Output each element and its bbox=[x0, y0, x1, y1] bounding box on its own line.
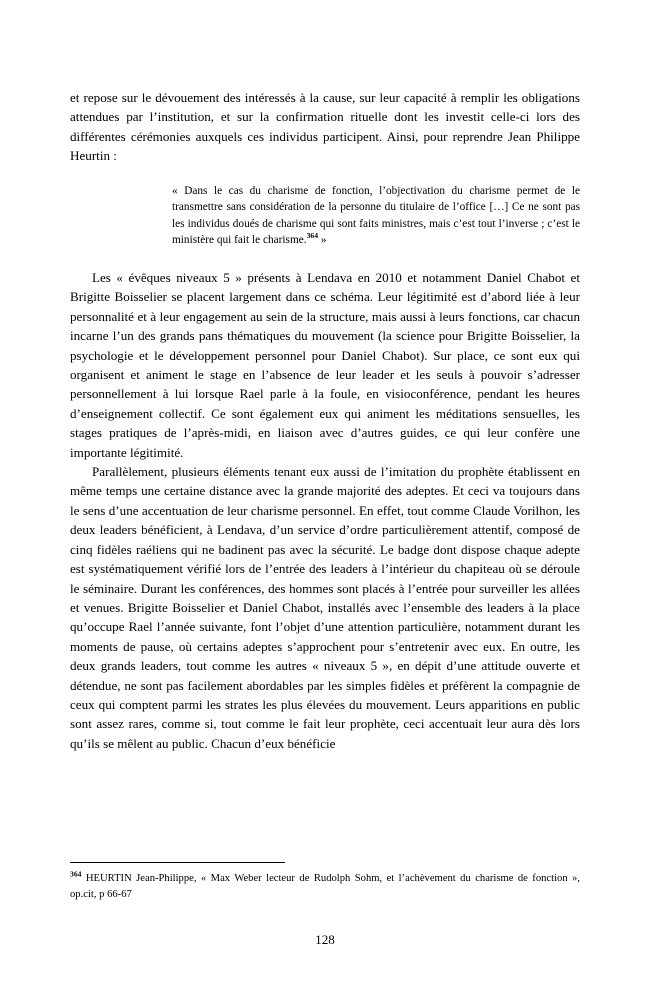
footnote-entry bbox=[70, 871, 580, 903]
quote-text: « Dans le cas du charisme de fonction, l’objectivation du charisme permet de le transmettre sans considération de la personne du titulaire de l’office […] Ce ne sont pas les individus doués de charisme qui sont faits ministres, mais c’est tout l’inverse ; c’est le ministère qui fait le charisme. bbox=[172, 184, 580, 247]
body-paragraph-1: et repose sur le dévouement des intéressés à la cause, sur leur capacité à remplir les obligations attendues par l’institution, et sur la confirmation rituelle dont les investit celle-ci lors des différentes cérémonies auxquels ces individus participent. Ainsi, pour reprendre Jean Philippe Heurtin : bbox=[70, 90, 580, 164]
quote-bottom-spacer bbox=[70, 249, 580, 268]
block-quotation bbox=[172, 183, 580, 249]
footnote-separator-rule bbox=[70, 862, 285, 863]
footnote-text: HEURTIN Jean-Philippe, « Max Weber lecteur de Rudolph Sohm, et l’achèvement du charisme de fonction », op.cit, p 66-67 bbox=[70, 873, 580, 900]
page-content-column bbox=[70, 88, 580, 753]
footnote-reference-marker[interactable]: 364 bbox=[306, 231, 319, 241]
body-paragraph-2: Les « évêques niveaux 5 » présents à Lendava en 2010 et notamment Daniel Chabot et Brigitte Boisselier se placent largement dans ce schéma. Leur légitimité est d’abord liée à leur personnalité et à leur engagement au sein de la structure, mais aussi à leurs fonctions, car chacun incarne l’un des grands pans thématiques du mouvement (la science pour Brigitte Boisselier, la psychologie et le développement personnel pour Daniel Chabot). Sur place, ce sont eux qui organisent et animent le stage en l’absence de leur leader et les seuls à pouvoir s’adresser personnellement à lui lorsque Rael parle à la foule, en visioconférence, pendant les heures d’enseignement collectif. Ce sont également eux qui animent les méditations sensuelles, les stages pratiques de l’après-midi, en liaison avec d’autres guides, ce qui leur confère une importante légitimité. bbox=[70, 270, 580, 460]
page-number: 128 bbox=[315, 932, 335, 947]
footnote-area bbox=[70, 862, 580, 903]
quote-top-spacer bbox=[70, 166, 580, 183]
footnote-number: 364 bbox=[70, 869, 82, 879]
quote-closing-guillemet: » bbox=[318, 234, 327, 247]
body-paragraph-3: Parallèlement, plusieurs éléments tenant eux aussi de l’imitation du prophète établissent en même temps une certaine distance avec la grande majorité des adeptes. Et ceci va toujours dans le sens d’une accentuation de leur charisme personnel. En effet, tout comme Claude Vorilhon, les deux leaders bénéficient, à Lendava, d’un service d’ordre particulièrement attentif, composé de cinq fidèles raéliens qui ne badinent pas avec la sécurité. Le badge dont dispose chaque adepte est systématiquement vérifié lors de l’entrée des leaders à l’intérieur du chapiteau où se déroule le séminaire. Durant les conférences, des hommes sont placés à l’entrée pour surveiller les allées et venues. Brigitte Boisselier et Daniel Chabot, installés avec l’ensemble des leaders à la place qu’occupe Rael l’année suivante, font l’objet d’une attention particulière, notamment durant les moments de pause, où certains adeptes s’approchent pour s’entretenir avec eux. En outre, les deux grands leaders, tout comme les autres « niveaux 5 », en dépit d’une attitude ouverte et détendue, ne sont pas facilement abordables par les simples fidèles et préfèrent la compagnie de ceux qui comptent parmi les strates les plus élevées du mouvement. Leurs apparitions en public sont assez rares, comme si, tout comme le fait leur prophète, ceci accentuait leur aura dès lors qu’ils se mêlent au public. Chacun d’eux bénéficie bbox=[70, 464, 580, 751]
